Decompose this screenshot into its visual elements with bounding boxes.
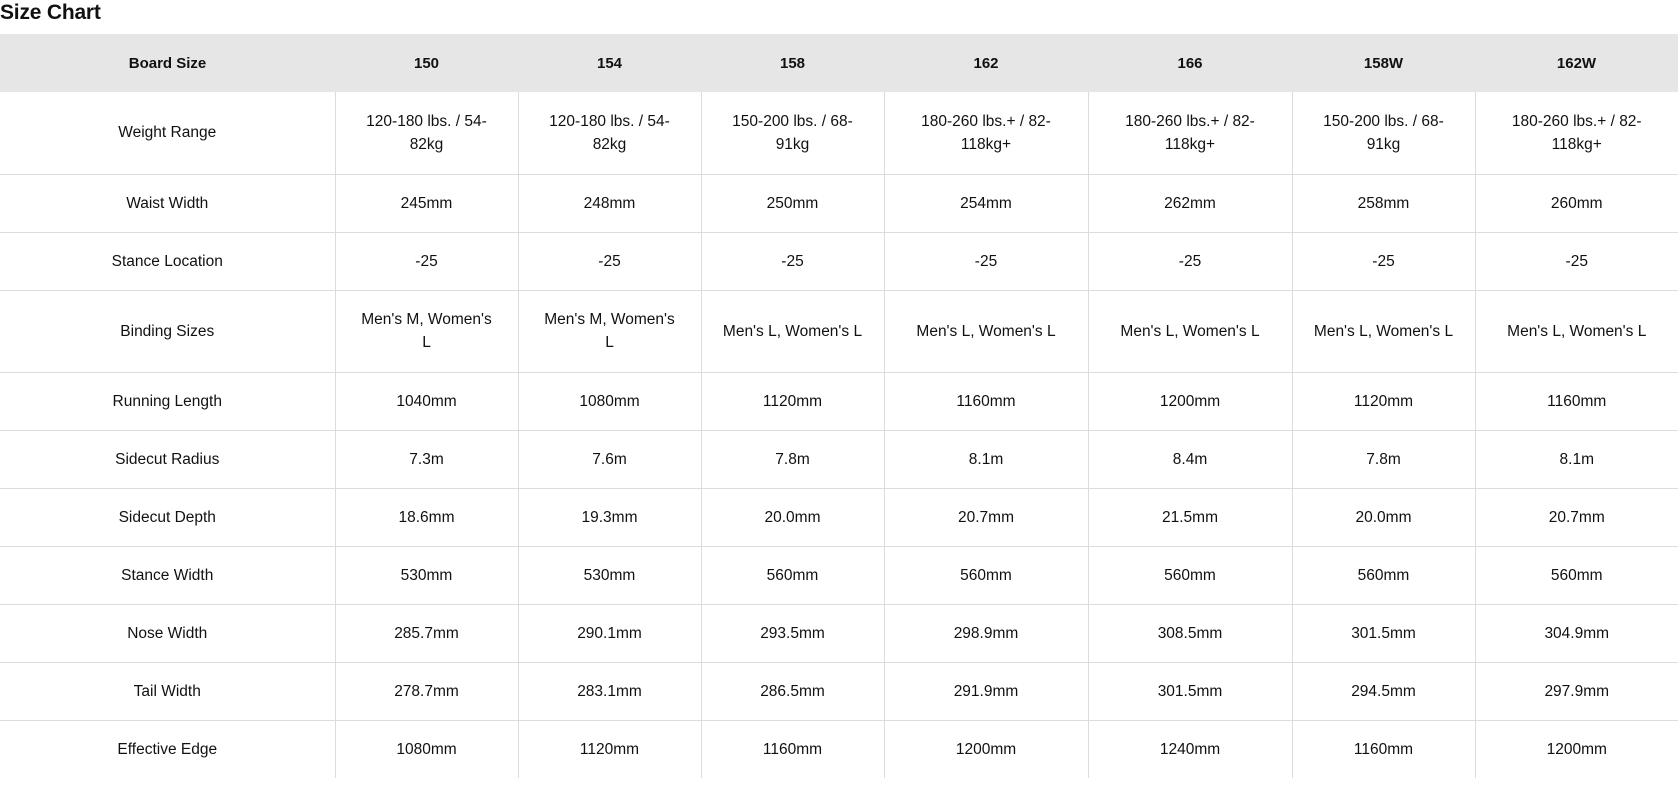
table-cell: 262mm	[1088, 174, 1292, 232]
table-cell: 1040mm	[335, 372, 518, 430]
table-cell: 1120mm	[701, 372, 884, 430]
table-cell: 290.1mm	[518, 604, 701, 662]
row-label-cell: Nose Width	[0, 604, 335, 662]
row-label-cell: Waist Width	[0, 174, 335, 232]
table-cell: 18.6mm	[335, 488, 518, 546]
row-label-cell: Running Length	[0, 372, 335, 430]
table-cell: 8.1m	[1475, 430, 1678, 488]
table-row	[0, 720, 1678, 778]
header-cell-150: 150	[413, 54, 440, 72]
table-cell: 286.5mm	[701, 662, 884, 720]
table-cell: 1200mm	[1475, 720, 1678, 778]
table-cell: 248mm	[518, 174, 701, 232]
table-cell: Men's L, Women's L	[1088, 290, 1292, 372]
table-cell: 1160mm	[1475, 372, 1678, 430]
table-cell: 1120mm	[518, 720, 701, 778]
table-cell: 7.3m	[335, 430, 518, 488]
table-cell: 560mm	[1475, 546, 1678, 604]
table-cell: 120-180 lbs. / 54-82kg	[335, 92, 518, 174]
table-cell: 1080mm	[335, 720, 518, 778]
table-cell: 20.0mm	[1292, 488, 1475, 546]
table-cell: 7.6m	[518, 430, 701, 488]
table-cell: -25	[1088, 232, 1292, 290]
table-cell: 560mm	[1088, 546, 1292, 604]
row-label-cell: Sidecut Radius	[0, 430, 335, 488]
table-cell: 180-260 lbs.+ / 82-118kg+	[1088, 92, 1292, 174]
table-cell: 20.7mm	[1475, 488, 1678, 546]
table-cell: -25	[335, 232, 518, 290]
row-label-cell: Stance Width	[0, 546, 335, 604]
header-cell-board-size: Board Size	[128, 54, 207, 72]
table-cell: 1160mm	[1292, 720, 1475, 778]
table-cell: -25	[518, 232, 701, 290]
table-cell: Men's L, Women's L	[1292, 290, 1475, 372]
table-cell: 301.5mm	[1088, 662, 1292, 720]
table-cell: 1160mm	[701, 720, 884, 778]
table-row	[0, 232, 1678, 290]
size-chart-table	[0, 34, 1678, 778]
table-row	[0, 174, 1678, 232]
row-label-cell: Tail Width	[0, 662, 335, 720]
table-cell: 1200mm	[884, 720, 1088, 778]
table-cell: 180-260 lbs.+ / 82-118kg+	[884, 92, 1088, 174]
table-cell: 20.0mm	[701, 488, 884, 546]
table-cell: 7.8m	[701, 430, 884, 488]
table-cell: 291.9mm	[884, 662, 1088, 720]
table-row	[0, 372, 1678, 430]
table-cell: 285.7mm	[335, 604, 518, 662]
table-cell: 283.1mm	[518, 662, 701, 720]
table-cell: 250mm	[701, 174, 884, 232]
table-cell: 120-180 lbs. / 54-82kg	[518, 92, 701, 174]
header-cell-158: 158	[779, 54, 806, 72]
table-cell: Men's L, Women's L	[701, 290, 884, 372]
table-cell: 560mm	[884, 546, 1088, 604]
table-cell: 1120mm	[1292, 372, 1475, 430]
table-cell: 150-200 lbs. / 68-91kg	[1292, 92, 1475, 174]
row-label-cell: Binding Sizes	[0, 290, 335, 372]
row-label-cell: Effective Edge	[117, 740, 218, 758]
table-cell: 19.3mm	[518, 488, 701, 546]
table-cell: 308.5mm	[1088, 604, 1292, 662]
page-title: Size Chart	[0, 1, 101, 24]
table-cell: -25	[884, 232, 1088, 290]
table-cell: 278.7mm	[335, 662, 518, 720]
table-cell: 180-260 lbs.+ / 82-118kg+	[1475, 92, 1678, 174]
table-cell: 8.4m	[1088, 430, 1292, 488]
table-cell: -25	[701, 232, 884, 290]
row-label-cell: Stance Location	[0, 232, 335, 290]
table-cell: 1240mm	[1088, 720, 1292, 778]
table-cell: -25	[1475, 232, 1678, 290]
table-cell: 150-200 lbs. / 68-91kg	[701, 92, 884, 174]
header-cell-154: 154	[596, 54, 623, 72]
table-cell: 560mm	[1292, 546, 1475, 604]
table-cell: 304.9mm	[1475, 604, 1678, 662]
table-cell: 7.8m	[1292, 430, 1475, 488]
table-cell: 297.9mm	[1475, 662, 1678, 720]
header-cell-166: 166	[1177, 54, 1203, 72]
table-cell: -25	[1292, 232, 1475, 290]
header-cell-162w: 162W	[1556, 54, 1597, 72]
table-cell: 298.9mm	[884, 604, 1088, 662]
table-cell: 8.1m	[884, 430, 1088, 488]
row-label-cell: Sidecut Depth	[0, 488, 335, 546]
table-cell: 301.5mm	[1292, 604, 1475, 662]
table-row	[0, 290, 1678, 372]
table-cell: 1160mm	[884, 372, 1088, 430]
table-cell: 254mm	[884, 174, 1088, 232]
table-cell: 293.5mm	[701, 604, 884, 662]
table-body	[0, 92, 1678, 778]
table-cell: 1200mm	[1088, 372, 1292, 430]
table-cell: 294.5mm	[1292, 662, 1475, 720]
row-label-cell: Weight Range	[0, 92, 335, 174]
table-cell: Men's M, Women's L	[518, 290, 701, 372]
table-row	[0, 662, 1678, 720]
table-cell: Men's M, Women's L	[335, 290, 518, 372]
table-cell: Men's L, Women's L	[1475, 290, 1678, 372]
table-cell: 1080mm	[518, 372, 701, 430]
table-cell: 560mm	[701, 546, 884, 604]
table-row	[0, 92, 1678, 174]
header-cell-162: 162	[973, 54, 999, 72]
table-cell: 530mm	[518, 546, 701, 604]
table-row	[0, 430, 1678, 488]
table-header-row	[0, 34, 1678, 92]
table-cell: 260mm	[1475, 174, 1678, 232]
table-cell: 245mm	[335, 174, 518, 232]
table-row	[0, 546, 1678, 604]
header-cell-158w: 158W	[1363, 54, 1404, 72]
table-cell: 258mm	[1292, 174, 1475, 232]
table-cell: Men's L, Women's L	[884, 290, 1088, 372]
table-cell: 530mm	[335, 546, 518, 604]
table-row	[0, 604, 1678, 662]
table-cell: 20.7mm	[884, 488, 1088, 546]
table-row	[0, 488, 1678, 546]
table-cell: 21.5mm	[1088, 488, 1292, 546]
